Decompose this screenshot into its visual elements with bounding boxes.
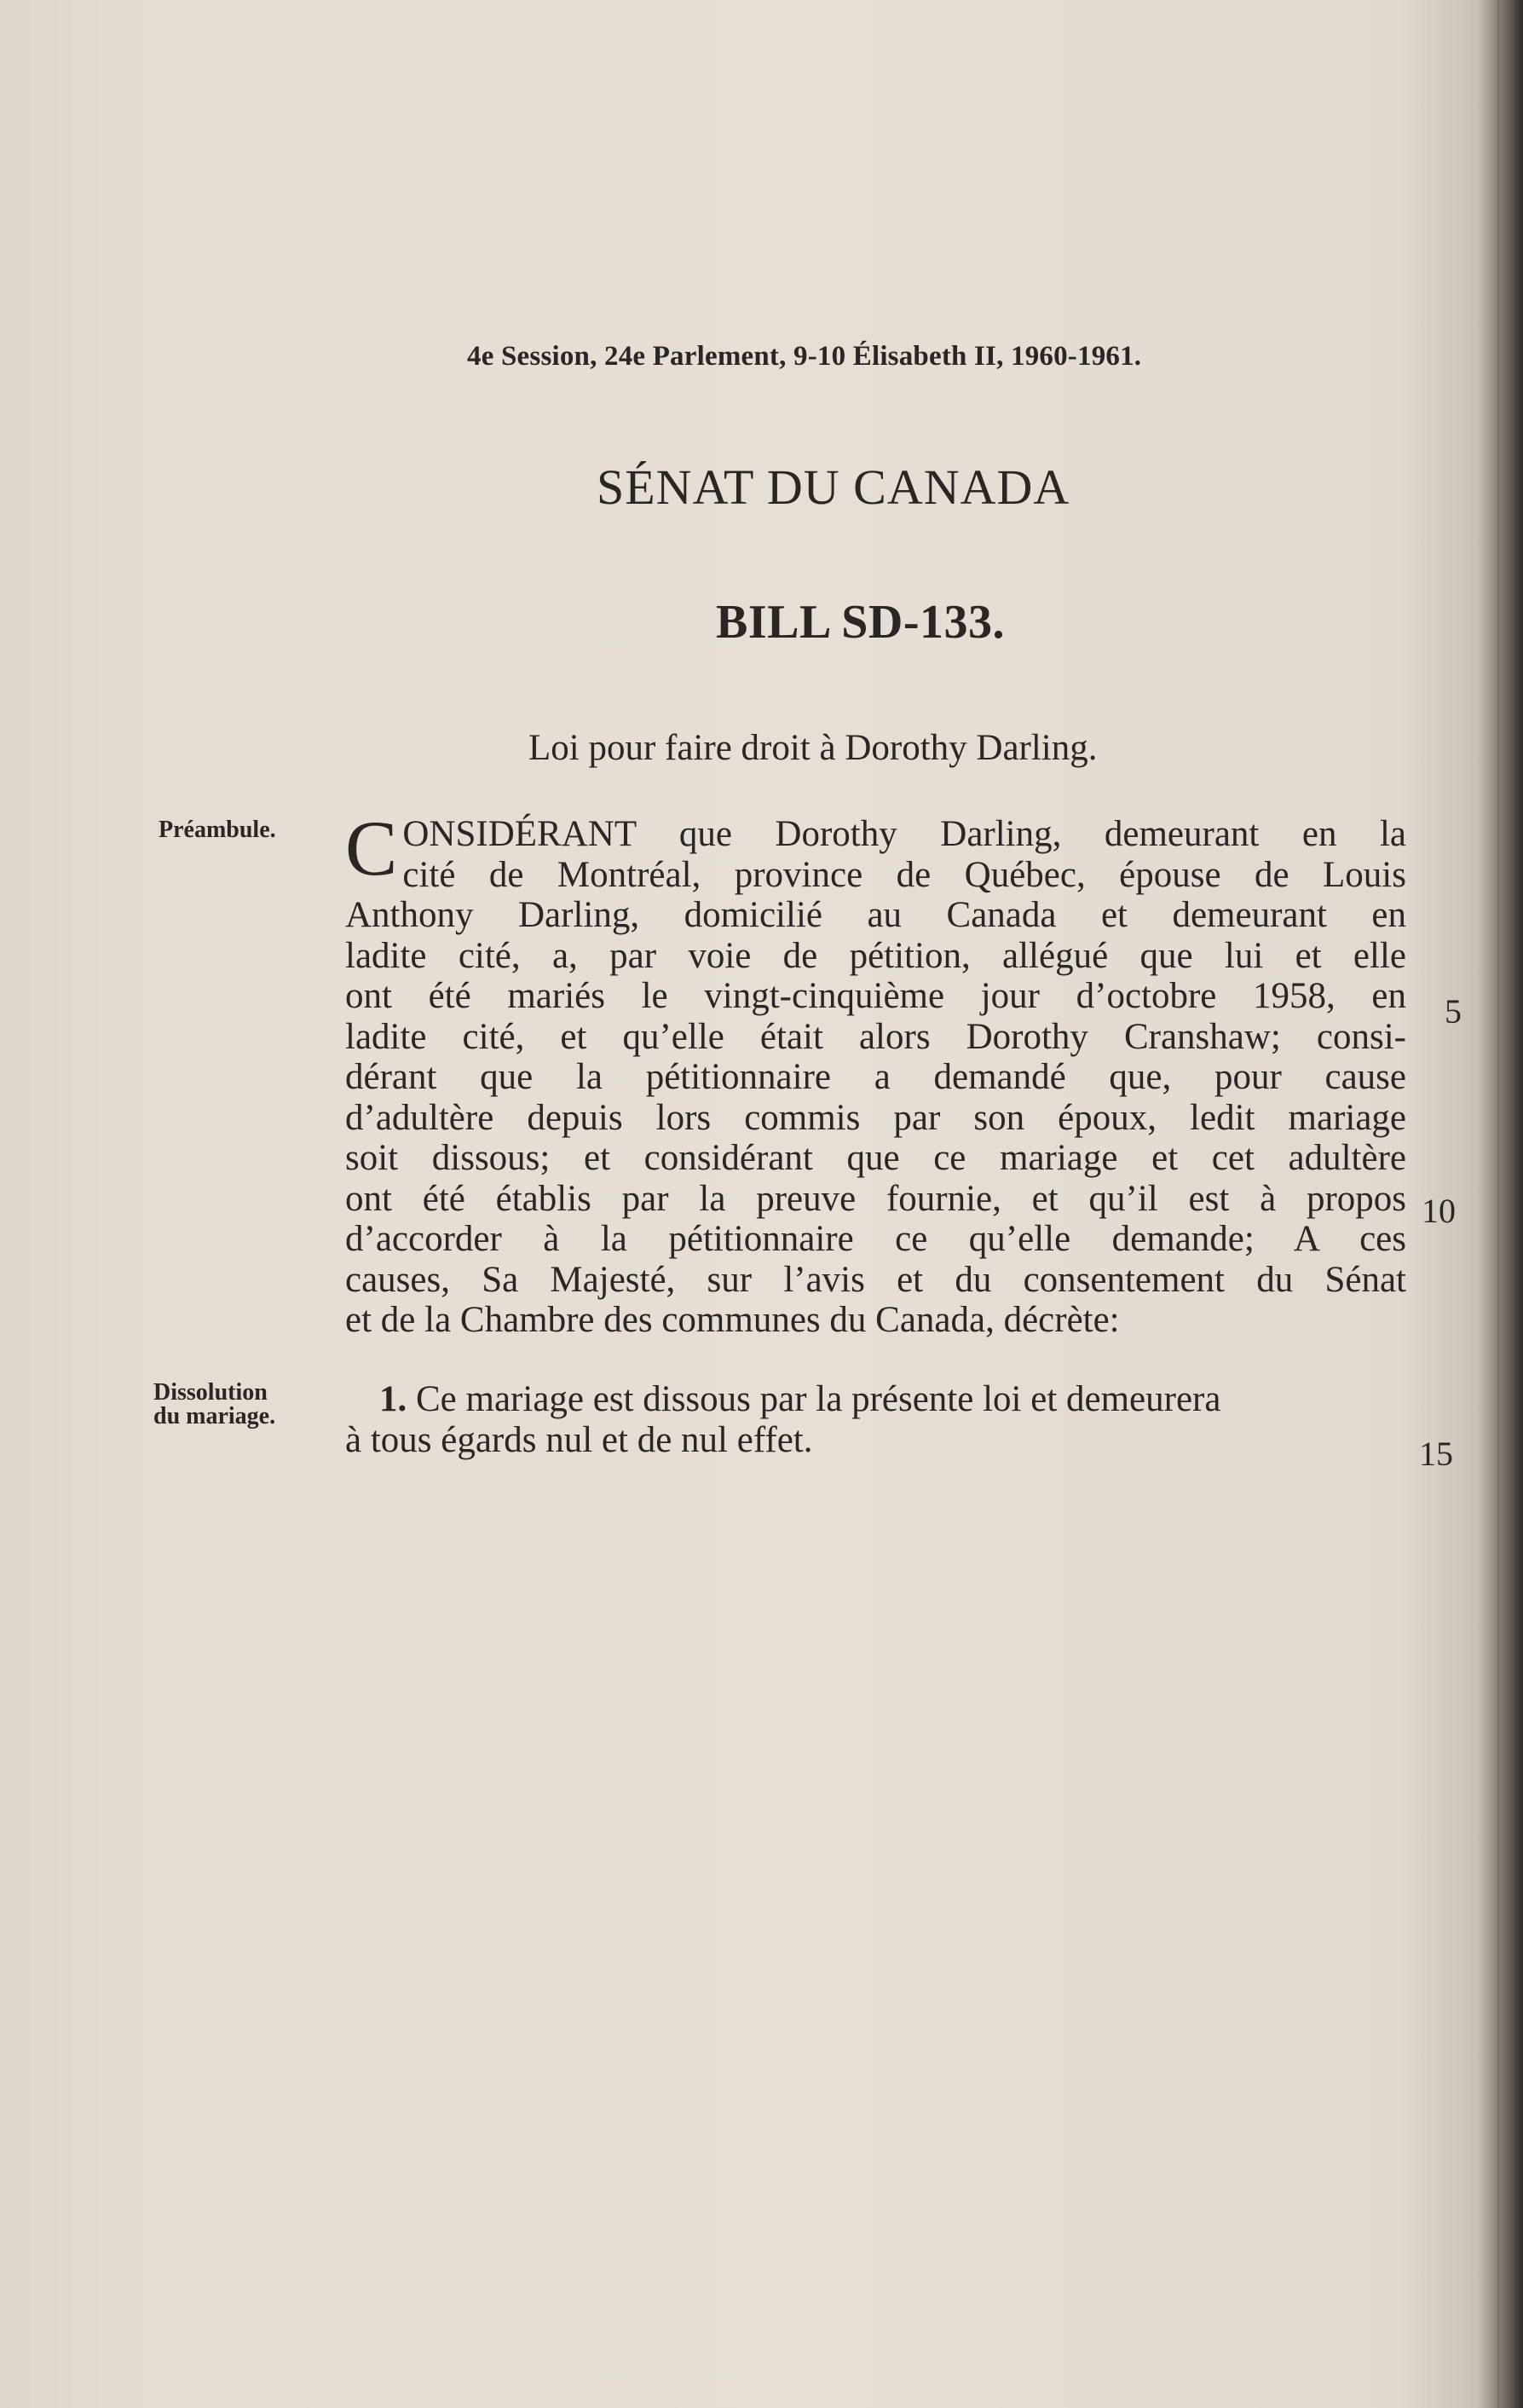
margin-note-preamble: Préambule. <box>159 817 276 843</box>
preamble-line: soit dissous; et considérant que ce mariage et cet adultère <box>345 1138 1406 1178</box>
preamble-line: ladite cité, et qu’elle était alors Dorothy Cranshaw; consi- <box>345 1016 1406 1057</box>
preamble-line: causes, Sa Majesté, sur l’avis et du consentement du Sénat <box>345 1259 1406 1300</box>
line-number-10: 10 <box>1422 1192 1456 1230</box>
margin-note-dissolution-line2: du mariage. <box>153 1403 276 1429</box>
preamble-line: ont été mariés le vingt-cinquième jour d’octobre 1958, en <box>345 976 1406 1016</box>
preamble-line: dérant que la pétitionnaire a demandé que, pour cause <box>345 1057 1406 1097</box>
preamble-line: d’accorder à la pétitionnaire ce qu’elle demande; A ces <box>345 1219 1406 1259</box>
page-edge <box>1497 0 1499 2408</box>
bill-number: BILL SD-133. <box>716 596 1005 649</box>
chamber-title: SÉNAT DU CANADA <box>597 459 1070 515</box>
preamble-line: et de la Chambre des communes du Canada, décrète: <box>345 1300 1120 1340</box>
preamble-line: ONSIDÉRANT que Dorothy Darling, demeurant en la <box>402 814 1406 854</box>
bill-title: Loi pour faire droit à Dorothy Darling. <box>528 728 1098 768</box>
line-number-5: 5 <box>1445 992 1462 1031</box>
drop-cap: C <box>345 805 398 892</box>
preamble-paragraph <box>345 805 1406 1341</box>
section-number: 1. <box>379 1379 407 1419</box>
section-1-line <box>345 1379 1406 1420</box>
preamble-line: d’adultère depuis lors commis par son époux, ledit mariage <box>345 1097 1406 1138</box>
preamble-line: ont été établis par la preuve fournie, et qu’il est à propos <box>345 1178 1406 1219</box>
section-1-text-line2: à tous égards nul et de nul effet. <box>345 1419 813 1460</box>
preamble-line: Anthony Darling, domicilié au Canada et demeurant en <box>345 895 1406 935</box>
section-1-text-line1: Ce mariage est dissous par la présente loi et demeurera <box>416 1379 1221 1419</box>
session-header: 4e Session, 24e Parlement, 9-10 Élisabeth II, 1960-1961. <box>467 341 1142 372</box>
line-number-15: 15 <box>1419 1435 1453 1473</box>
margin-note-dissolution <box>153 1381 275 1429</box>
preamble-line: ladite cité, a, par voie de pétition, allégué que lui et elle <box>345 935 1406 976</box>
section-1-paragraph <box>345 1379 1406 1460</box>
margin-note-dissolution-line1: Dissolution <box>153 1379 268 1406</box>
preamble-line: cité de Montréal, province de Québec, épouse de Louis <box>402 854 1406 895</box>
